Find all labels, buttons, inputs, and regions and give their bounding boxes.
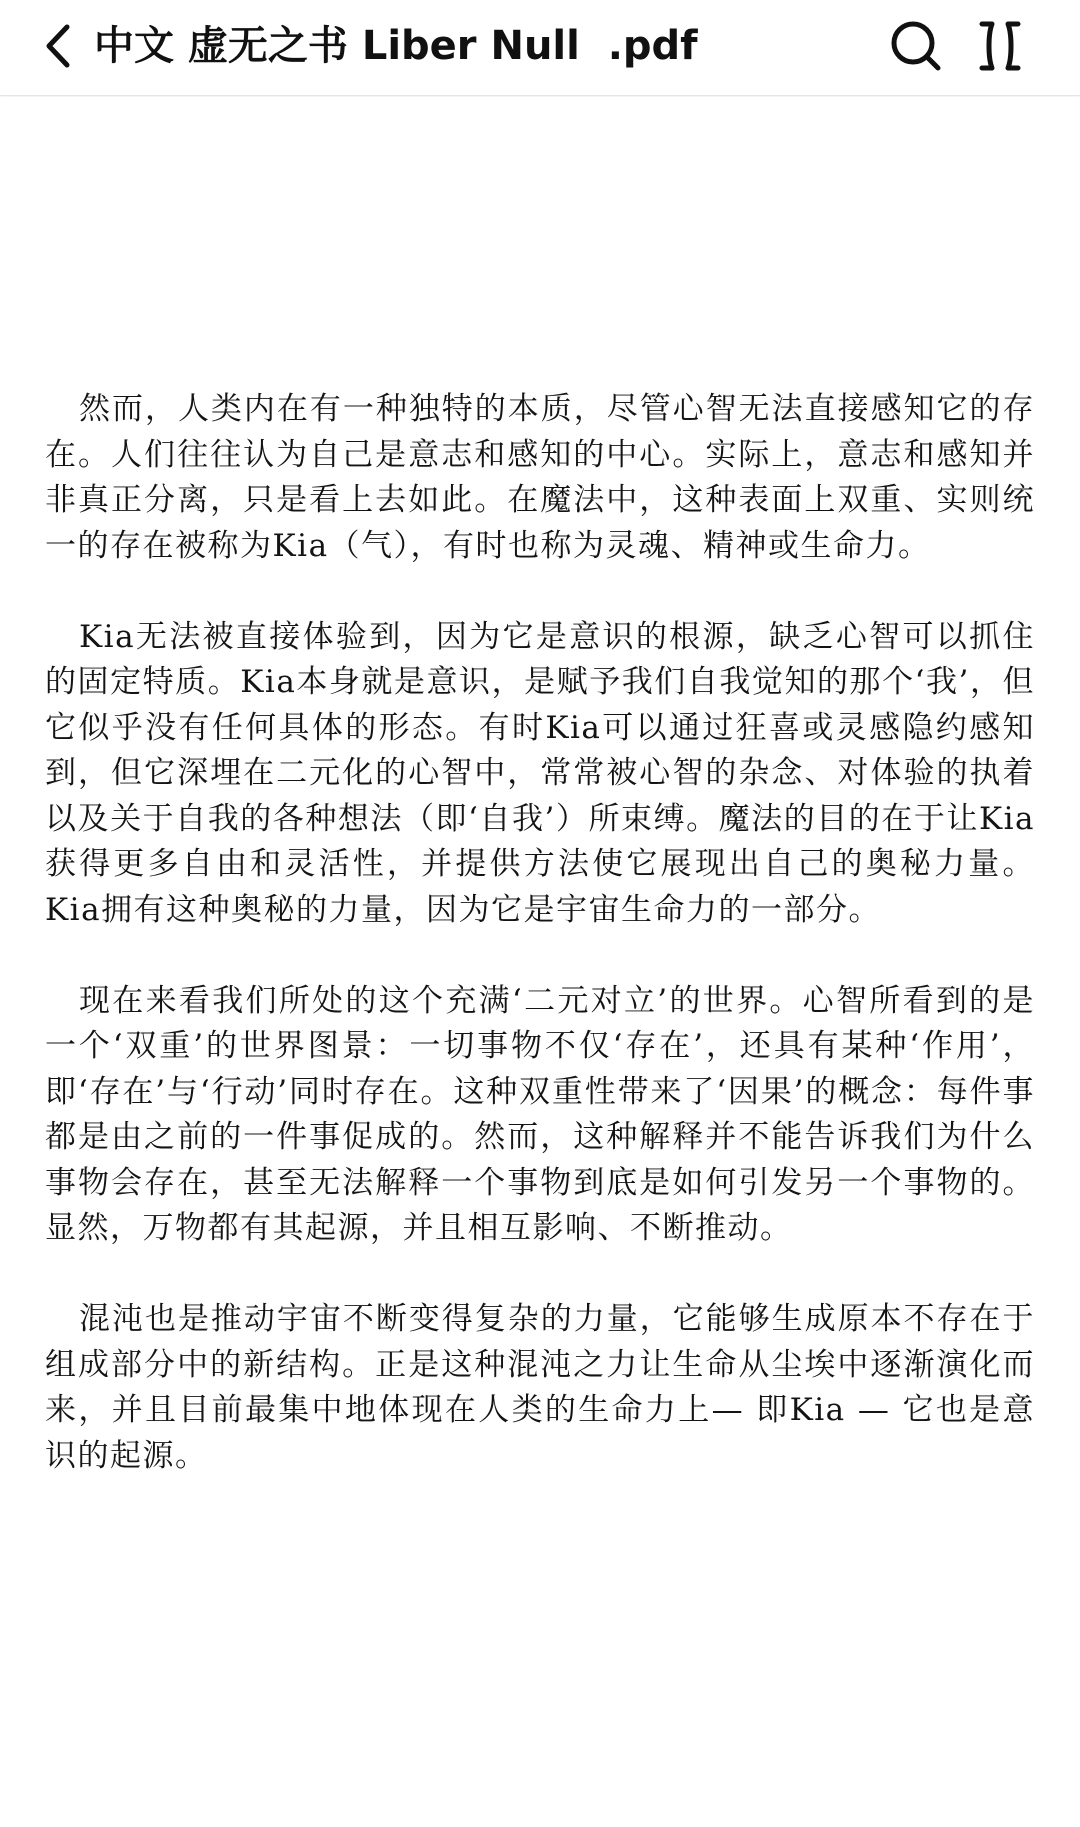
paragraph: 然而，人类内在有一种独特的本质，尽管心智无法直接感知它的存在。人们往往认为自己是意志和感知的中心。实际上，意志和感知并非真正分离，只是看上去如此。在魔法中，这种表面上双重、实则统一的存在被称为Kia（气），有时也称为灵魂、精神或生命力。	[45, 391, 1035, 564]
pdf-page[interactable]	[0, 97, 1080, 1827]
search-button[interactable]	[884, 14, 948, 78]
back-button[interactable]	[30, 18, 86, 74]
chevron-left-icon	[41, 23, 75, 69]
paragraph: 混沌也是推动宇宙不断变得复杂的力量，它能够生成原本不存在于组成部分中的新结构。正是这种混沌之力让生命从尘埃中逐渐演化而来，并且目前最集中地体现在人类的生命力上— 即Kia — 它也是意识的起源。	[45, 1301, 1035, 1474]
paragraph: 现在来看我们所处的这个充满‘二元对立’的世界。心智所看到的是一个‘双重’的世界图景：一切事物不仅‘存在’，还具有某种‘作用’，即‘存在’与‘行动’同时存在。这种双重性带来了‘因果’的概念：每件事都是由之前的一件事促成的。然而，这种解释并不能告诉我们为什么事物会存在，甚至无法解释一个事物到底是如何引发另一个事物的。显然，万物都有其起源，并且相互影响、不断推动。	[45, 982, 1035, 1246]
table-of-contents-button[interactable]	[968, 14, 1032, 78]
document-title: 中文 虚无之书 Liber Null .pdf	[94, 23, 698, 69]
search-icon	[888, 18, 944, 74]
table-of-contents-icon	[976, 20, 1024, 72]
page-text	[45, 387, 1035, 1525]
paragraph: Kia无法被直接体验到，因为它是意识的根源，缺乏心智可以抓住的固定特质。Kia本身就是意识，是赋予我们自我觉知的那个‘我’，但它似乎没有任何具体的形态。有时Kia可以通过狂喜或灵感隐约感知到，但它深埋在二元化的心智中，常常被心智的杂念、对体验的执着以及关于自我的各种想法（即‘自我’）所束缚。魔法的目的在于让Kia获得更多自由和灵活性，并提供方法使它展现出自己的奥秘力量。Kia拥有这种奥秘的力量，因为它是宇宙生命力的一部分。	[45, 618, 1035, 928]
top-toolbar	[0, 0, 1080, 96]
